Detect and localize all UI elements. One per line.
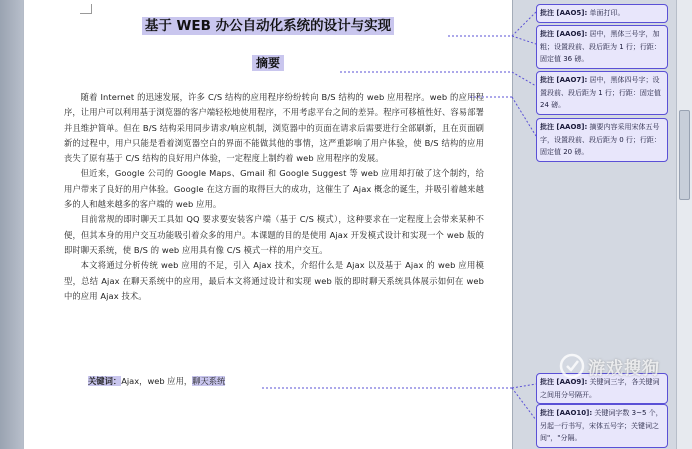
document-page[interactable] (24, 0, 512, 449)
comment-aao7[interactable] (536, 71, 668, 115)
abstract-paragraph-4: 本文将通过分析传统 web 应用的不足，引入 Ajax 技术，介绍什么是 Ajax 以及基于 Ajax 的 web 应用模型，总结 Ajax 在聊天系统中的应用，最后本文将通过设计和实现 web 版的即时聊天系统具体展示如何在 web 中的应用 Ajax 技术。 (64, 260, 484, 301)
watermark-text: 游戏搜狗 (588, 359, 660, 379)
comment-label: 批注 [AAO6]: (540, 30, 588, 38)
comment-label: 批注 [AAO8]: (540, 123, 588, 131)
document-title-text: 基于 WEB 办公自动化系统的设计与实现 (142, 17, 394, 35)
keywords-highlight: 聊天系统 (192, 376, 226, 386)
scrollbar-thumb[interactable] (679, 110, 690, 200)
comment-label: 批注 [AAO10]: (540, 409, 593, 417)
abstract-paragraph-2: 但近来，Google 公司的 Google Maps、Gmail 和 Google Suggest 等 web 应用却打破了这个制约，给用户带来了良好的用户体验。Google 在这方面的取得巨大的成功，这催生了 Ajax 概念的诞生，并吸引着越来越多的人和越来越多的客户端的 web 应用。 (64, 168, 484, 210)
keywords-label: 关键词： (88, 376, 122, 386)
comment-label: 批注 [AAO5]: (540, 9, 588, 17)
document-title[interactable] (24, 14, 512, 34)
comment-text: 关键词三字，各关键词之间用分号隔开。 (540, 378, 660, 399)
abstract-paragraph-3: 目前常规的即时聊天工具如 QQ 要求要安装客户端（基于 C/S 模式），这种要求在一定程度上会带来某种不便，但其本身的用户交互功能吸引着众多的用户。本课题的目的是使用 Ajax 开发模式设计和实现一个 web 版的即时聊天系统，使 B/S 的 web 应用具有像 C/S 模式一样的用户交互。 (64, 214, 484, 255)
comment-label: 批注 [AAO7]: (540, 76, 588, 84)
comment-text: 摘要内容采用宋体五号字，设置段前、段后距为 0 行；行距：固定值 20 磅。 (540, 123, 661, 157)
comment-text: 单面打印。 (589, 9, 625, 17)
comment-aao8[interactable] (536, 118, 668, 162)
comment-text: 居中，黑体三号字，加粗；设置段前、段后距为 1 行；行距：固定值 36 磅。 (540, 30, 661, 64)
abstract-heading-text: 摘要 (252, 55, 284, 71)
abstract-paragraph-1: 随着 Internet 的迅速发展，许多 C/S 结构的应用程序纷纷转向 B/S 结构的 web 应用程序。web 的应用程序，让用户可以利用基于浏览器的客户端轻松地使用程序，不用考虑平台之间的差异。程序可移植性好、容易部署并且维护简单。但在 B/S 结构采用同步请求/响应机制，浏览器中的页面在请求后需要进行全部刷新，且在页面刷新的过程中，用户只能是看着浏览器空白的界面不能做其他的事情，这严重影响了用户体验，使 B/S 结构的应用丧失了原有基于 C/S 结构的良好用户体验，一定程度上制约着 web 应用程序的发展。 (64, 92, 484, 164)
keywords-value: Ajax，web 应用， (121, 376, 193, 386)
watermark (558, 352, 688, 382)
comment-aao6[interactable] (536, 25, 668, 69)
comment-text: 居中，黑体四号字；设置段前、段后距为 1 行；行距：固定值 24 磅。 (540, 76, 661, 110)
comment-label: 批注 [AAO9]: (540, 378, 588, 386)
left-gutter (0, 0, 24, 449)
keywords-line[interactable] (88, 375, 508, 387)
comment-aao5[interactable] (536, 4, 668, 23)
abstract-heading[interactable] (24, 54, 512, 71)
abstract-body[interactable] (64, 90, 484, 304)
watermark-logo-icon (558, 352, 586, 380)
margin-corner-mark (80, 4, 92, 14)
comment-aao10[interactable] (536, 404, 668, 448)
comment-text: 关键词字数 3~5 个，另起一行书写，宋体五号字；关键词之间"，"分隔。 (540, 409, 663, 443)
vertical-scrollbar[interactable] (676, 0, 692, 449)
